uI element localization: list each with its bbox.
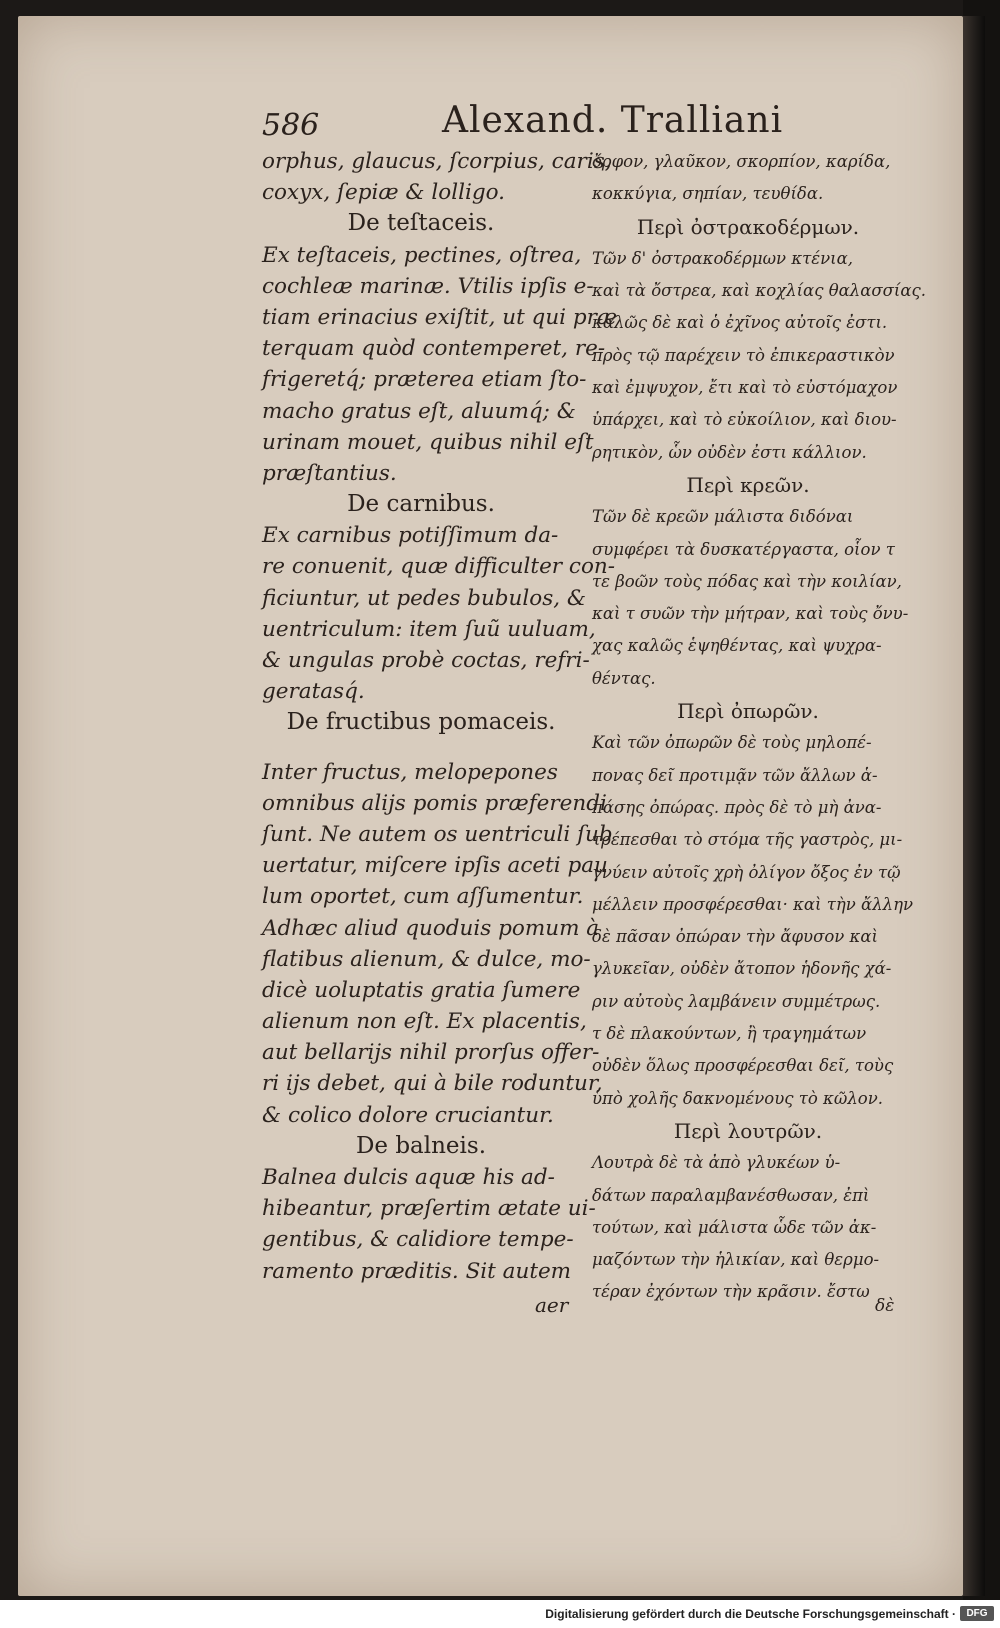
latin-text-line: tiam erinacius exiſtit, ut qui præ — [262, 304, 618, 330]
greek-text-line: τ δὲ πλακούντων, ἢ τραγημάτων — [592, 1024, 867, 1044]
latin-text-line: geratasq́. — [262, 679, 365, 705]
greek-text-line: τέραν ἐχόντων τὴν κρᾶσιν. ἔστω — [592, 1282, 870, 1302]
latin-text-line: orphus, glaucus, ſcorpius, caris, — [262, 149, 612, 174]
latin-catchword: aer — [535, 1293, 569, 1317]
latin-text-line: præſtantius. — [262, 460, 397, 486]
greek-text-line: θέντας. — [592, 668, 656, 688]
latin-section-heading: De teſtaceis. — [347, 210, 495, 237]
footer-credit: Digitalisierung gefördert durch die Deutsche Forschungsgemeinschaft · — [545, 1607, 956, 1621]
greek-text-line: πάσης ὀπώρας. πρὸς δὲ τὸ μὴ ἀνα- — [592, 797, 882, 817]
latin-text-line: aut bellarijs nihil prorſus offer- — [262, 1040, 600, 1066]
greek-text-line: συμφέρει τὰ δυσκατέργαστα, οἷον τ — [592, 539, 895, 559]
page-edge-shadow — [963, 16, 985, 1596]
greek-text-line: ρητικὸν, ὧν οὐδὲν ἐστι κάλλιον. — [592, 442, 867, 462]
latin-section-heading: De fructibus pomaceis. — [286, 709, 556, 736]
greek-text-line: Καὶ τῶν ὀπωρῶν δὲ τοὺς μηλοπέ- — [592, 733, 872, 753]
greek-section-heading: Περὶ ὀστρακοδέρμων. — [636, 214, 860, 239]
latin-text-line: frigeretq́; præterea etiam ſto- — [262, 367, 587, 393]
latin-text-line: ſunt. Ne autem os uentriculi ſub — [262, 821, 613, 847]
greek-text-line: δὲ πᾶσαν ὀπώραν τὴν ἄφυσον καὶ — [592, 927, 878, 947]
greek-text-line: καὶ τ συῶν τὴν μήτραν, καὶ τοὺς ὄνυ- — [592, 604, 909, 624]
page-number: 586 — [262, 108, 320, 143]
greek-text-line: μαζόντων τὴν ἡλικίαν, καὶ θερμο- — [592, 1250, 880, 1270]
dfg-logo: DFG — [960, 1606, 994, 1621]
latin-text-line: re conuenit, quæ difficulter con- — [262, 554, 616, 580]
greek-text-line: ὑπάρχει, καὶ τὸ εὐκοίλιον, καὶ διου- — [592, 410, 897, 430]
latin-text-line: macho gratus eſt, aluumq́; & — [262, 398, 576, 424]
latin-section-heading: De balneis. — [355, 1132, 487, 1159]
greek-text-line: χας καλῶς ἑψηθέντας, καὶ ψυχρα- — [592, 636, 882, 656]
latin-text-line: uentriculum: item ſuũ uuluam, — [262, 616, 596, 642]
greek-text-line: καὶ ἐμψυχον, ἔτι καὶ τὸ εὐστόμαχον — [592, 378, 898, 398]
running-head: Alexand. Tralliani — [442, 100, 784, 141]
page-header — [262, 100, 962, 148]
greek-text-line: πρὸς τῷ παρέχειν τὸ ἐπικεραστικὸν — [592, 345, 895, 365]
latin-text-line: Ex teſtaceis, pectines, oſtrea, — [262, 242, 582, 268]
latin-text-line: ficiuntur, ut pedes bubulos, & — [262, 585, 587, 611]
latin-text-line: Ex carnibus potiſſimum da- — [262, 523, 559, 549]
latin-spacer — [262, 739, 580, 757]
latin-text-line: Adhæc aliud quoduis pomum à — [262, 915, 600, 941]
latin-text-line: & colico dolore cruciantur. — [262, 1102, 554, 1128]
greek-text-line: δάτων παραλαμβανέσθωσαν, ἐπὶ — [592, 1185, 870, 1205]
greek-text-line: γνύειν αὐτοῖς χρὴ ὀλίγον ὄξος ἐν τῷ — [592, 862, 901, 882]
greek-text-line: καὶ τὰ ὄστρεα, καὶ κοχλίας θαλασσίας. — [592, 281, 926, 301]
greek-text-line: τρέπεσθαι τὸ στόμα τῆς γαστρὸς, μι- — [592, 830, 903, 850]
greek-section-heading: Περὶ λουτρῶν. — [673, 1118, 823, 1143]
greek-text-line: μέλλειν προσφέρεσθαι· καὶ τὴν ἄλλην — [592, 894, 914, 914]
latin-text-line: cochleæ marinæ. Vtilis ipſis e- — [262, 273, 594, 299]
greek-column — [592, 146, 926, 1309]
latin-text-line: coxyx, ſepiæ & lolligo. — [262, 180, 505, 206]
latin-text-line: omnibus alijs pomis præferendi — [262, 790, 607, 816]
greek-catchword: δὲ — [875, 1296, 895, 1316]
greek-section-heading: Περὶ κρεῶν. — [686, 472, 810, 497]
latin-text-line: ramento præditis. Sit autem — [262, 1258, 572, 1284]
greek-section-heading: Περὶ ὀπωρῶν. — [677, 699, 819, 724]
latin-text-line: ri ijs debet, qui à bile roduntur, — [262, 1071, 603, 1097]
greek-text-line: ὑπὸ χολῆς δακνομένους τὸ κῶλον. — [592, 1088, 883, 1108]
greek-text-line: καλῶς δὲ καὶ ὁ ἐχῖνος αὐτοῖς ἐστι. — [592, 313, 888, 333]
greek-text-line: γλυκεῖαν, οὐδὲν ἄτοπον ἡδονῆς χά- — [592, 959, 892, 979]
latin-text-line: uertatur, miſcere ipſis aceti pau — [262, 853, 608, 879]
greek-text-line: ριν αὐτοὺς λαμβάνειν συμμέτρως. — [592, 991, 881, 1011]
greek-text-line: κοκκύγια, σηπίαν, τευθίδα. — [592, 184, 824, 204]
greek-text-line: Λουτρὰ δὲ τὰ ἀπὸ γλυκέων ὑ- — [592, 1153, 841, 1173]
latin-text-line: & ungulas probè coctas, refri- — [262, 648, 590, 673]
latin-text-line: terquam quòd contemperet, re- — [262, 336, 606, 362]
latin-text-line: dicè uoluptatis gratia ſumere — [262, 977, 581, 1003]
greek-text-line: πονας δεῖ προτιμᾷν τῶν ἄλλων ἁ- — [592, 765, 878, 785]
digitization-footer — [0, 1600, 1000, 1628]
greek-text-line: τε βοῶν τοὺς πόδας καὶ τὴν κοιλίαν, — [592, 571, 902, 591]
greek-text-line: τούτων, καὶ μάλιστα ὧδε τῶν ἀκ- — [592, 1217, 877, 1237]
greek-text-line: Τῶν δ' ὀστρακοδέρμων κτένια, — [592, 248, 854, 268]
greek-text-line: οὐδὲν ὅλως προσφέρεσθαι δεῖ, τοὺς — [592, 1056, 894, 1076]
latin-text-line: lum oportet, cum aſſumentur. — [262, 884, 584, 910]
greek-text-line: ὄρφον, γλαῦκον, σκορπίον, καρίδα, — [592, 152, 891, 171]
latin-text-line: hibeantur, præſertim ætate ui- — [262, 1196, 596, 1222]
latin-text-line: urinam mouet, quibus nihil eſt — [262, 429, 594, 455]
latin-text-line: flatibus alienum, & dulce, mo- — [262, 946, 591, 972]
latin-text-line: gentibus, & calidiore tempe- — [262, 1227, 574, 1253]
latin-section-heading: De carnibus. — [347, 491, 495, 518]
latin-text-line: Balnea dulcis aquæ his ad- — [262, 1165, 555, 1190]
latin-column — [262, 146, 618, 1287]
latin-text-line: alienum non eſt. Ex placentis, — [262, 1009, 587, 1035]
latin-text-line: Inter fructus, melopepones — [262, 759, 558, 785]
greek-text-line: Τῶν δὲ κρεῶν μάλιστα διδόναι — [592, 507, 854, 527]
